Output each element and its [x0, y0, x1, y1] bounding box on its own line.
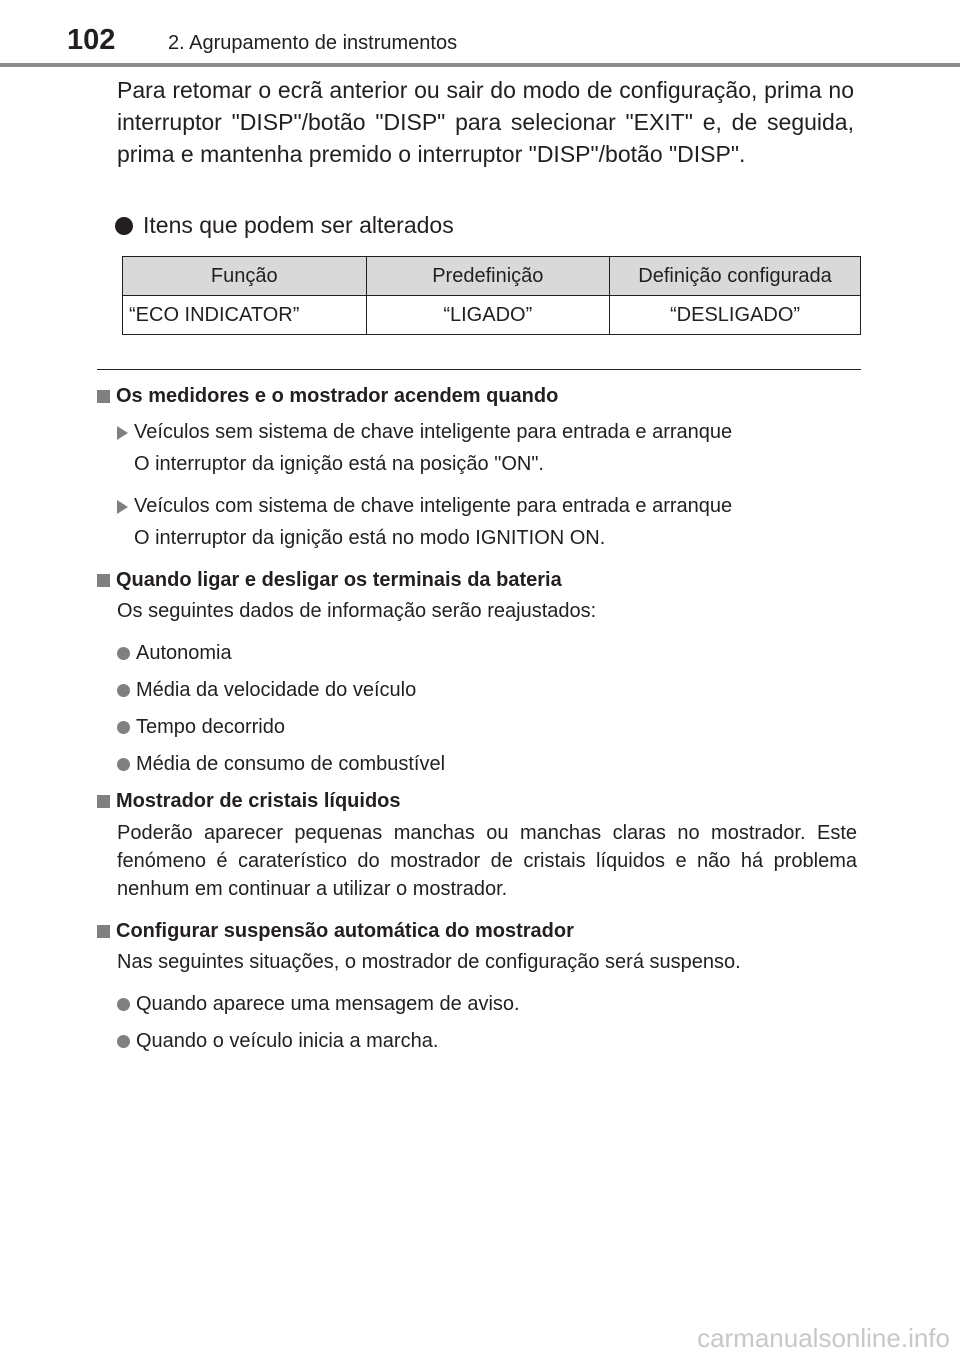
circle-bullet-icon — [117, 647, 130, 660]
bullet-icon — [115, 217, 133, 235]
table-header-row — [123, 257, 861, 296]
note-text: Poderão aparecer pequenas manchas ou manchas claras no mostrador. Este fenómeno é caraterístico do mostrador de cristais líquidos e não há problema nenhum em continuar a utilizar o mostrador. — [117, 822, 857, 900]
section-title: 2. Agrupamento de instrumentos — [168, 32, 458, 54]
list-item-label: Média da velocidade do veículo — [136, 679, 417, 701]
circle-bullet-icon — [117, 998, 130, 1011]
sub-item — [97, 488, 857, 525]
note-heading — [97, 562, 857, 598]
table-header-cell: Definição configurada — [610, 257, 861, 296]
sub-item-label: Veículos sem sistema de chave inteligente para entrada e arranque — [134, 421, 733, 443]
sub-item — [97, 414, 857, 451]
note-heading — [97, 378, 857, 414]
note-heading — [97, 783, 857, 819]
triangle-bullet-icon — [117, 500, 128, 514]
circle-bullet-icon — [117, 721, 130, 734]
list-item-label: Quando o veículo inicia a marcha. — [136, 1030, 439, 1052]
list-item — [97, 1023, 857, 1060]
note-heading-label: Configurar suspensão automática do mostrador — [116, 919, 574, 942]
list-item-label: Quando aparece uma mensagem de aviso. — [136, 993, 520, 1015]
square-bullet-icon — [97, 795, 110, 808]
square-bullet-icon — [97, 574, 110, 587]
page-header — [0, 0, 960, 70]
page-number: 102 — [67, 24, 116, 56]
items-heading — [115, 212, 454, 239]
list-item — [97, 709, 857, 746]
note-text: Nas seguintes situações, o mostrador de configuração será suspenso. — [117, 951, 741, 973]
list-item — [97, 635, 857, 672]
list-item-label: Autonomia — [136, 642, 232, 664]
circle-bullet-icon — [117, 758, 130, 771]
note-heading-label: Os medidores e o mostrador acendem quando — [116, 384, 559, 407]
note-heading-label: Mostrador de cristais líquidos — [116, 789, 401, 812]
table-header-cell: Função — [123, 257, 367, 296]
list-item — [97, 986, 857, 1023]
notes-section — [97, 378, 857, 1060]
list-item — [97, 746, 857, 783]
square-bullet-icon — [97, 925, 110, 938]
list-item-label: Tempo decorrido — [136, 716, 285, 738]
header-rule — [0, 63, 960, 67]
list-item-label: Média de consumo de combustível — [136, 753, 446, 775]
table-cell: “ECO INDICATOR” — [123, 296, 367, 335]
watermark: carmanualsonline.info — [697, 1323, 950, 1353]
settings-table — [122, 256, 861, 335]
circle-bullet-icon — [117, 1035, 130, 1048]
note-heading-label: Quando ligar e desligar os terminais da bateria — [116, 568, 562, 591]
note-text: O interruptor da ignição está no modo IGNITION ON. — [134, 527, 606, 549]
square-bullet-icon — [97, 390, 110, 403]
table-cell: “LIGADO” — [366, 296, 610, 335]
sub-item-label: Veículos com sistema de chave inteligente para entrada e arranque — [134, 495, 733, 517]
triangle-bullet-icon — [117, 426, 128, 440]
intro-paragraph: Para retomar o ecrã anterior ou sair do modo de configuração, prima no interruptor "DISP"/botão "DISP" para selecionar "EXIT" e, de seguida, prima e mantenha premido o interruptor "DISP"/botão "DISP". — [117, 77, 854, 167]
note-text: O interruptor da ignição está na posição "ON". — [134, 453, 544, 475]
note-text: Os seguintes dados de informação serão reajustados: — [117, 600, 597, 622]
table-cell: “DESLIGADO” — [610, 296, 861, 335]
circle-bullet-icon — [117, 684, 130, 697]
table-row — [123, 296, 861, 335]
table-header-cell: Predefinição — [366, 257, 610, 296]
items-heading-label: Itens que podem ser alterados — [143, 212, 454, 238]
list-item — [97, 672, 857, 709]
section-divider — [97, 369, 861, 370]
note-heading — [97, 913, 857, 949]
